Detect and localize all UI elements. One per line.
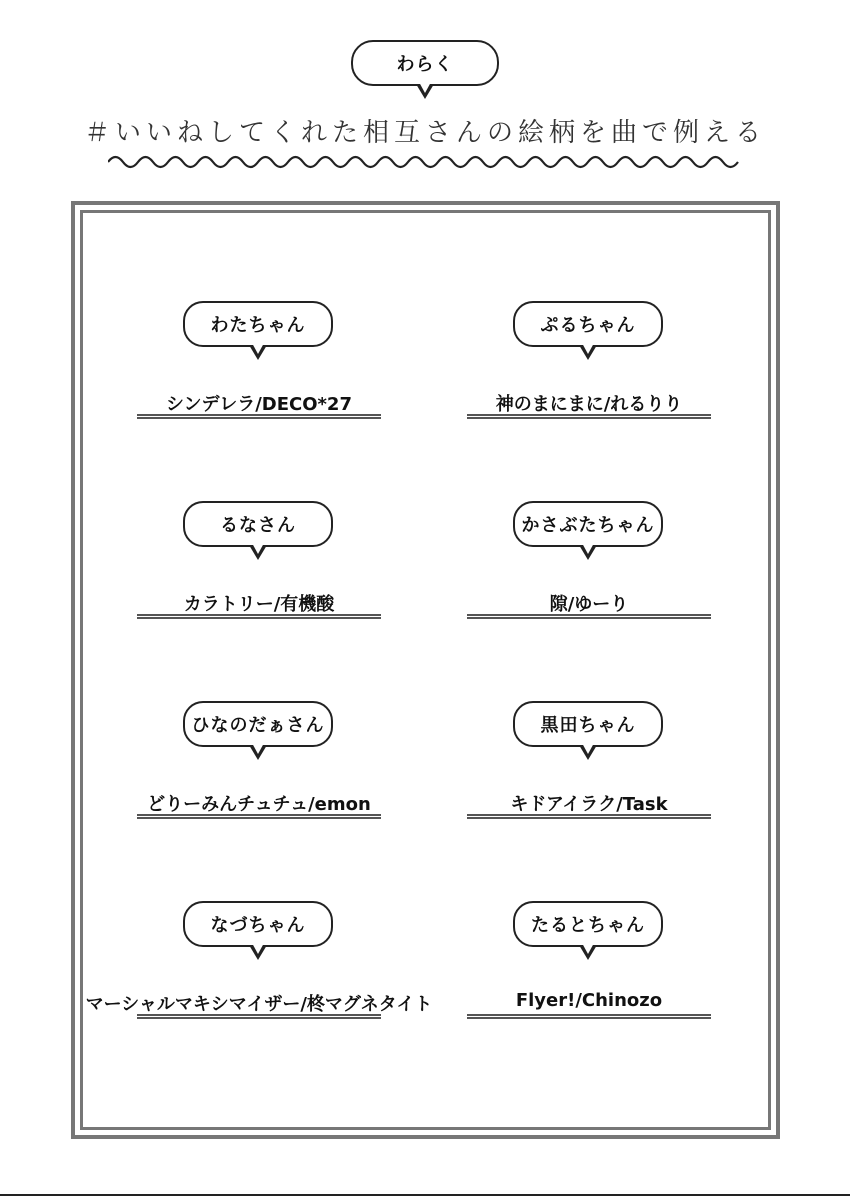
author-bubble-tail [416, 84, 434, 99]
entry-card [467, 301, 711, 441]
double-underline [137, 614, 381, 619]
song-title: キドアイラク/Task [510, 794, 668, 815]
song-title: 神のまにまに/れるりり [495, 394, 683, 415]
double-underline [137, 1014, 381, 1019]
person-name: かさぶたちゃん [521, 515, 655, 536]
song-title: Flyer!/Chinozo [515, 990, 663, 1011]
bubble-tail [579, 945, 597, 960]
author-bubble [351, 40, 499, 86]
person-name: たるとちゃん [531, 915, 645, 936]
name-bubble [513, 701, 663, 747]
entry-card [467, 901, 711, 1041]
name-bubble [183, 901, 333, 947]
entry-card [137, 701, 381, 841]
name-bubble [513, 301, 663, 347]
song-title: 隙/ゆーり [549, 594, 629, 615]
song-title: どりーみんチュチュ/emon [147, 794, 371, 815]
double-underline [467, 1014, 711, 1019]
song-title: カラトリー/有機酸 [183, 594, 335, 615]
person-name: ぷるちゃん [540, 315, 636, 336]
bubble-tail [249, 345, 267, 360]
entry-card [137, 301, 381, 441]
double-underline [137, 414, 381, 419]
name-bubble [183, 301, 333, 347]
entry-card [467, 501, 711, 641]
song-title: シンデレラ/DECO*27 [166, 394, 352, 415]
name-bubble [183, 501, 333, 547]
bubble-tail [249, 545, 267, 560]
name-bubble [513, 501, 663, 547]
person-name: わたちゃん [210, 315, 306, 336]
bubble-tail [249, 745, 267, 760]
song-title: マーシャルマキシマイザー/柊マグネタイト [85, 994, 433, 1015]
bottom-border-line [0, 1194, 850, 1196]
page-title: ＃いいねしてくれた相互さんの絵柄を曲で例える [83, 118, 766, 148]
person-name: ひなのだぁさん [191, 715, 325, 736]
name-bubble [183, 701, 333, 747]
person-name: 黒田ちゃん [540, 715, 636, 736]
entry-card [85, 901, 433, 1041]
author-name: わらく [396, 54, 454, 75]
double-underline [467, 814, 711, 819]
double-underline [467, 614, 711, 619]
double-underline [467, 414, 711, 419]
person-name: るなさん [220, 515, 296, 536]
bubble-tail [579, 345, 597, 360]
name-bubble [513, 901, 663, 947]
bubble-tail [579, 745, 597, 760]
bubble-tail [579, 545, 597, 560]
entry-card [467, 701, 711, 841]
double-underline [137, 814, 381, 819]
wave-divider [108, 148, 742, 172]
entry-card [137, 501, 381, 641]
bubble-tail [249, 945, 267, 960]
person-name: なづちゃん [210, 915, 306, 936]
